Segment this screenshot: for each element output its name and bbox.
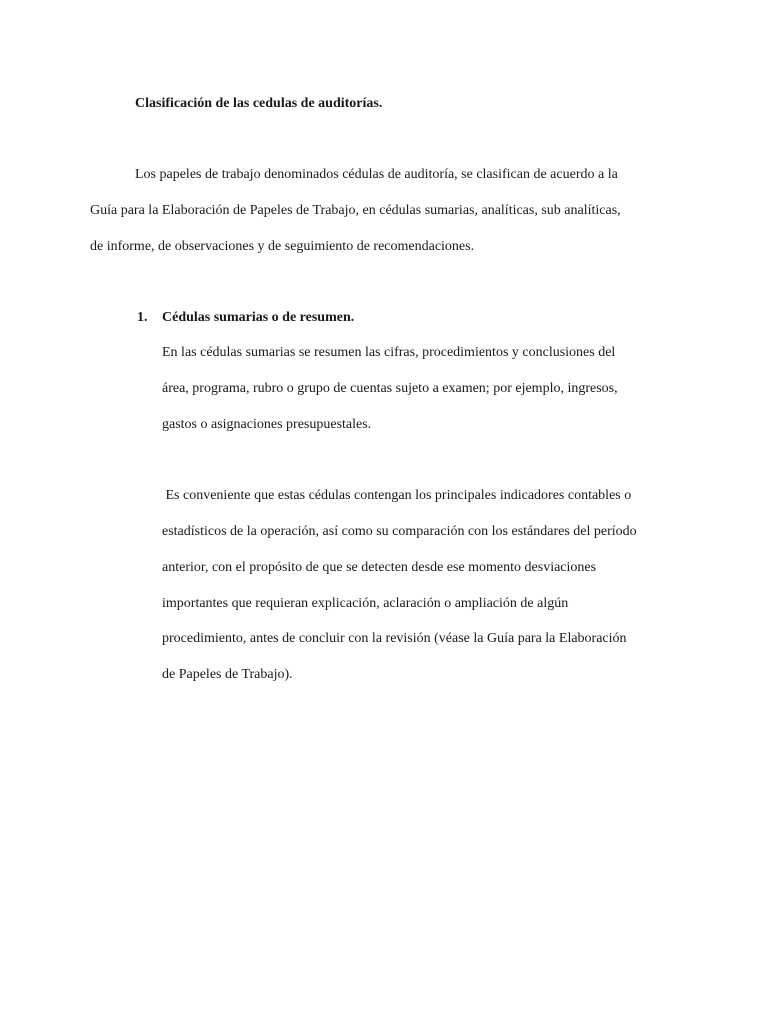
intro-line: Guía para la Elaboración de Papeles de Trabajo, en cédulas sumarias, analíticas, sub analíticas, xyxy=(90,203,621,218)
section-paragraph-line: En las cédulas sumarias se resumen las cifras, procedimientos y conclusiones del xyxy=(162,345,616,360)
section-paragraph-line: estadísticos de la operación, así como su comparación con los estándares del período xyxy=(162,524,637,539)
section-paragraph-line: gastos o asignaciones presupuestales. xyxy=(162,417,372,432)
document-title: Clasificación de las cedulas de auditorías. xyxy=(135,96,383,111)
section-paragraph-line: importantes que requieran explicación, aclaración o ampliación de algún xyxy=(162,596,569,611)
section-paragraph-line: procedimiento, antes de concluir con la revisión (véase la Guía para la Elaboración xyxy=(162,631,627,646)
section-paragraph-line: anterior, con el propósito de que se detecten desde ese momento desviaciones xyxy=(162,560,597,575)
section-paragraph-line: de Papeles de Trabajo). xyxy=(162,667,293,682)
intro-line: Los papeles de trabajo denominados cédulas de auditoría, se clasifican de acuerdo a la xyxy=(135,167,618,182)
intro-line: de informe, de observaciones y de seguimiento de recomendaciones. xyxy=(90,239,475,254)
section-paragraph-line: área, programa, rubro o grupo de cuentas sujeto a examen; por ejemplo, ingresos, xyxy=(162,381,618,396)
section-number: 1. xyxy=(137,310,148,325)
section-heading: Cédulas sumarias o de resumen. xyxy=(162,310,355,325)
section-paragraph-line: Es conveniente que estas cédulas contengan los principales indicadores contables o xyxy=(162,488,632,503)
